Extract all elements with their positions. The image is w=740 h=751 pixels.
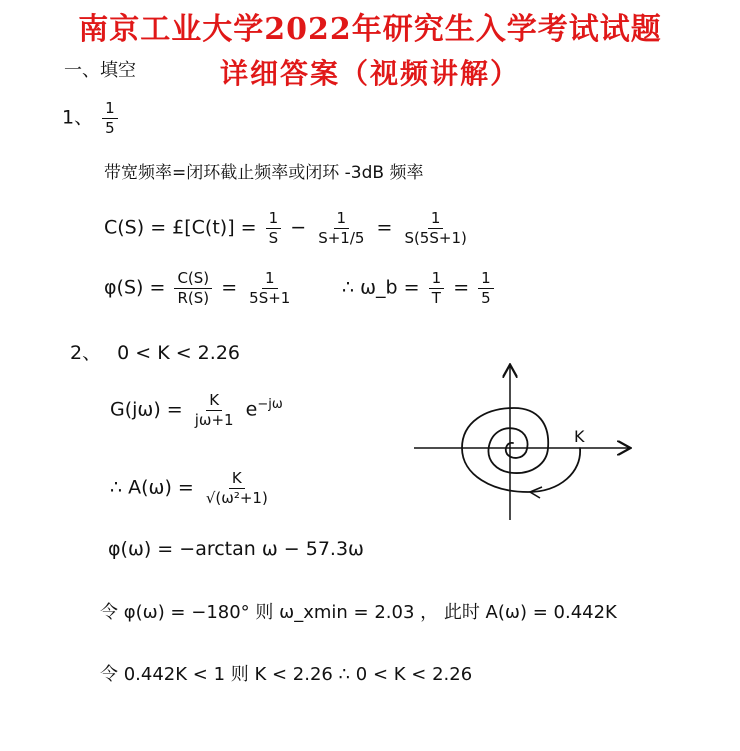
a-fraction: $\frac{K}{\text{√(ω²+1)}}$ [205, 469, 268, 507]
cs-equation: C(S) = £[C(t)] = $\frac{1}{S}$ − $\frac{1}{S+1/5}$ = $\frac{1}{S(5S+1)}$ [104, 210, 473, 246]
stability-condition: 令 0.442K < 1 则 K < 2.26 ∴ 0 < K < 2.26 [100, 664, 473, 685]
q1-label: 1、 [62, 106, 94, 129]
wb-fraction-1: $\frac{1}{T}$ [429, 270, 445, 306]
q1-answer-fraction: $\frac{1}{5}$ [102, 100, 118, 136]
section-heading: 一、填空 [64, 60, 136, 81]
q2-answer: 2、 0 < K < 2.26 [70, 342, 240, 364]
bandwidth-definition: 带宽频率=闭环截止频率或闭环 -3dB 频率 [104, 163, 424, 183]
cs-fraction-3: $\frac{1}{S(5S+1)}$ [404, 209, 467, 247]
wb-fraction-2: $\frac{1}{5}$ [478, 270, 494, 306]
q2-label: 2、 [70, 342, 102, 364]
page-subtitle: 详细答案（视频讲解） [219, 57, 520, 90]
page-title: 南京工业大学2022年研究生入学考试试题 [78, 12, 662, 47]
phi-fraction-2: $\frac{1}{5S+1}$ [249, 269, 291, 307]
nyquist-plot [410, 360, 635, 525]
cs-fraction-1: $\frac{1}{S}$ [266, 210, 282, 246]
bandwidth-result: ∴ ω_b = $\frac{1}{T}$ = $\frac{1}{5}$ [342, 270, 497, 306]
phase-equation: φ(ω) = −arctan ω − 57.3ω [108, 538, 364, 560]
magnitude-equation: ∴ A(ω) = $\frac{K}{\text{√(ω²+1)}}$ [110, 470, 274, 506]
plot-k-label: K [574, 427, 585, 446]
nyquist-spiral-curve [462, 408, 580, 492]
open-loop-transfer: G(jω) = $\frac{K}{j\omega+1}$ $e^{-j\omega}$ [110, 391, 283, 429]
phi-fraction-1: $\frac{C(S)}{R(S)}$ [174, 270, 212, 306]
g-fraction: $\frac{K}{j\omega+1}$ [194, 391, 234, 429]
q1-answer [62, 100, 121, 136]
crossover-condition: 令 φ(ω) = −180° 则 ω_xmin = 2.03 ， 此时 A(ω) = 0.442K [100, 602, 617, 623]
cs-fraction-2: $\frac{1}{S+1/5}$ [318, 209, 365, 247]
closed-loop-equation: φ(S) = $\frac{C(S)}{R(S)}$ = $\frac{1}{5S+1}$ [104, 270, 296, 306]
